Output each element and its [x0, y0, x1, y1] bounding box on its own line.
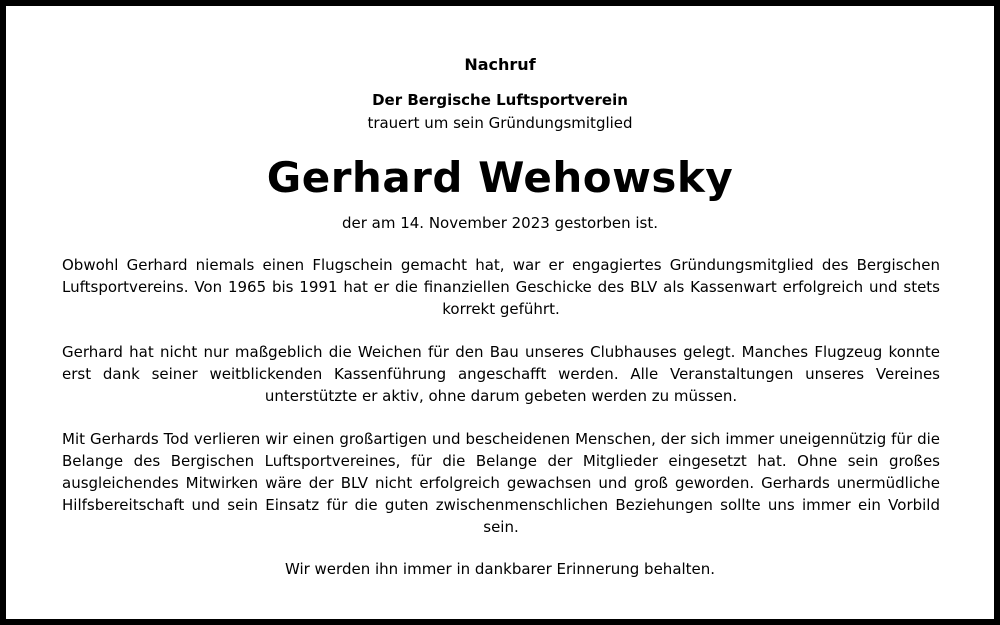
- sender-organization: Der Bergische Luftsportverein: [372, 91, 628, 109]
- closing-line: Wir werden ihn immer in dankbarer Erinnerung behalten.: [284, 560, 716, 578]
- paragraph-2: Gerhard hat nicht nur maßgeblich die Weichen für den Bau unseres Clubhauses gelegt. Manches Flugzeug konnte erst dank seiner weitblickenden Kassenführung angeschafft werden. Alle Veranstaltungen unseres Vereines unterstützte er aktiv, ohne darum gebeten werden zu müssen.: [62, 343, 940, 405]
- intro-line: trauert um sein Gründungsmitglied: [367, 114, 633, 132]
- paragraph-1: Obwohl Gerhard niemals einen Flugschein gemacht hat, war er engagiertes Gründungsmitglied des Bergischen Luftsportvereins. Von 1965 bis 1991 hat er die finanziellen Geschicke des BLV als Kassenwart erfolgreich und stets korrekt geführt.: [62, 256, 940, 318]
- death-date-line: der am 14. November 2023 gestorben ist.: [341, 214, 659, 232]
- paragraph-3: Mit Gerhards Tod verlieren wir einen großartigen und bescheidenen Menschen, der sich immer uneigennützig für die Belange des Bergischen Luftsportvereines, für die Belange der Mitglieder eingesetzt hat. Ohne sein großes ausgleichendes Mitwirken wäre der BLV nicht erfolgreich gewachsen und groß geworden. Gerhards unermüdliche Hilfsbereitschaft und sein Einsatz für die guten zwischenmenschlichen Beziehungen sollte uns immer ein Vorbild sein.: [62, 430, 940, 536]
- notice-heading: Nachruf: [464, 55, 536, 74]
- deceased-name: Gerhard Wehowsky: [266, 153, 734, 202]
